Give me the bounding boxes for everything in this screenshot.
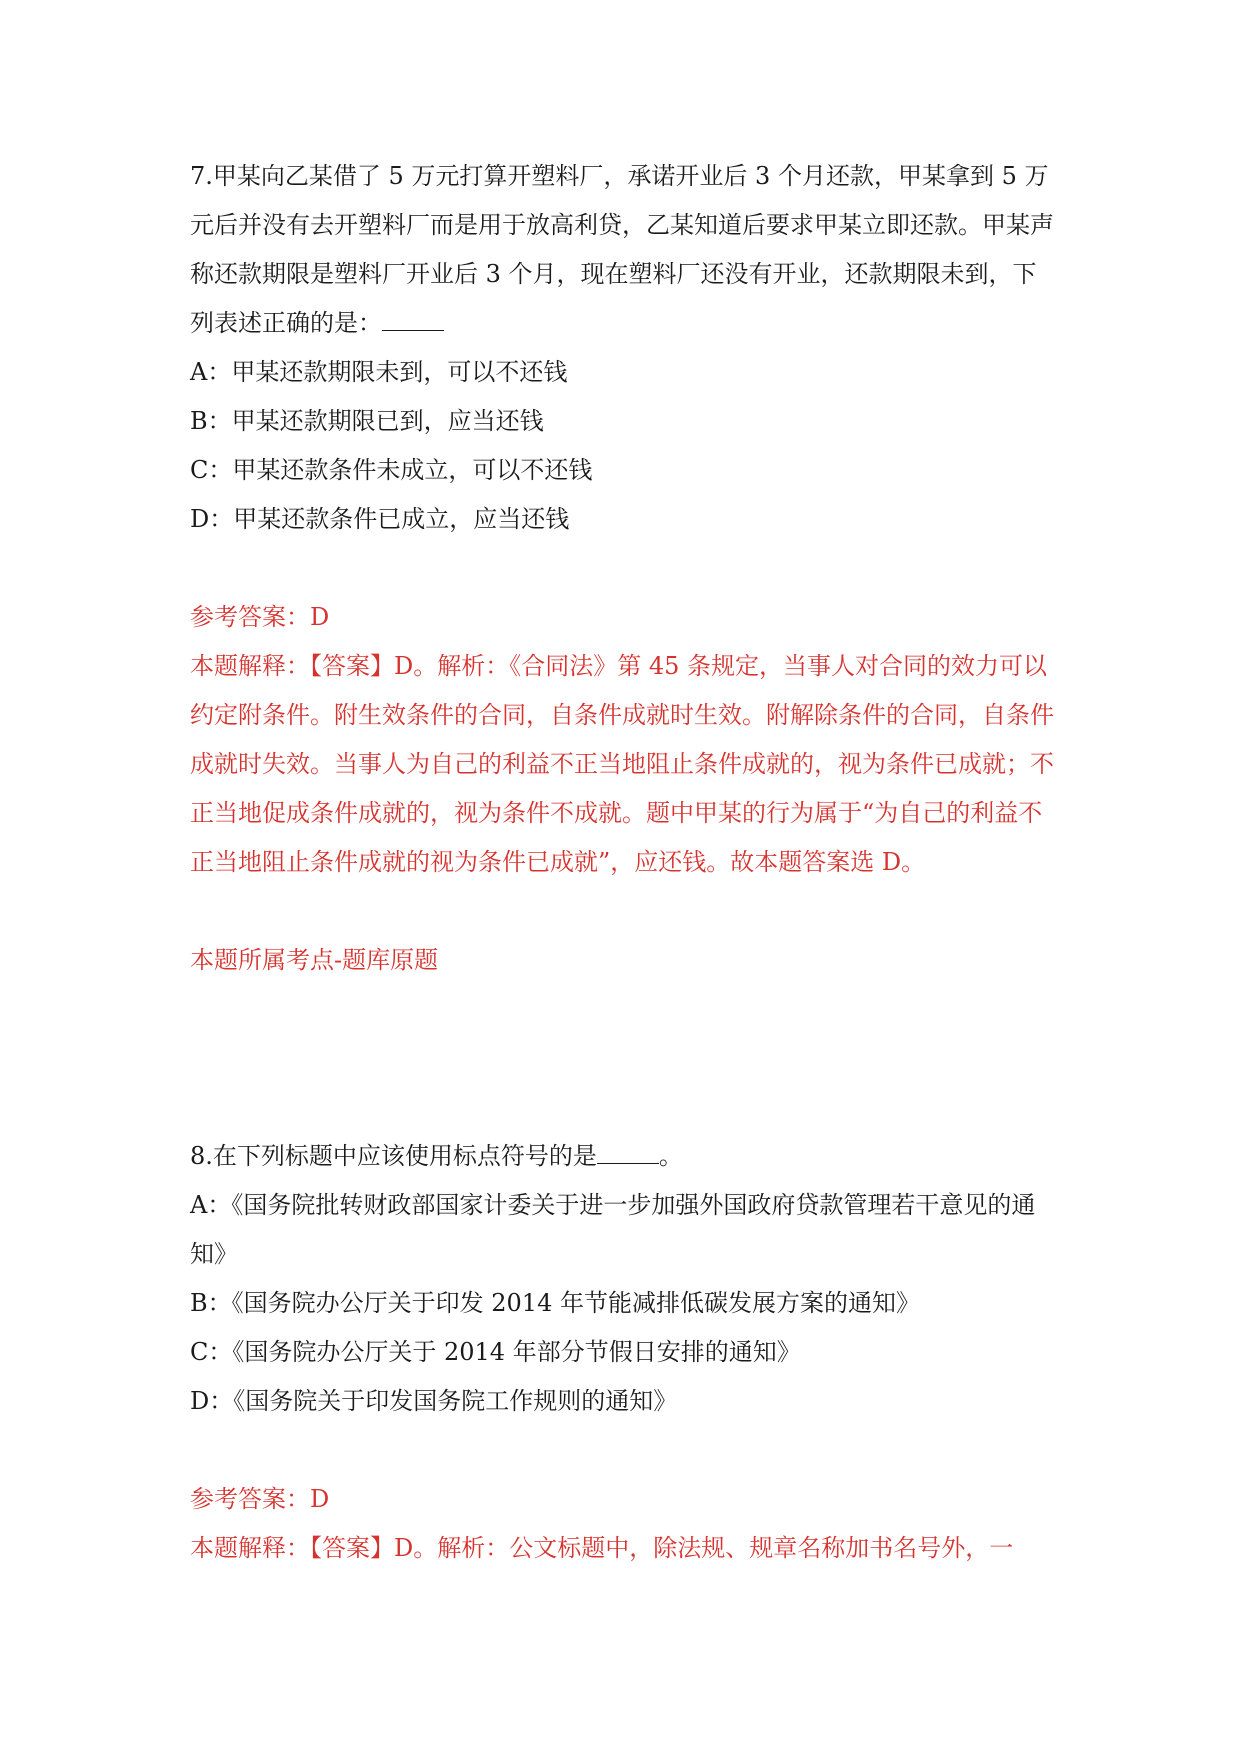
question-8-stem-text: 8.在下列标题中应该使用标点符号的是 [190,1142,597,1170]
question-7-option-c: C：甲某还款条件未成立，可以不还钱 [190,456,593,484]
question-7-explanation: 本题解释：【答案】D。解析：《合同法》第 45 条规定，当事人对合同的效力可以约定附条件。附生效条件的合同，自条件成就时生效。附解除条件的合同，自条件成就时失效。当事人为自己的利益不正当地阻止条件成就的，视为条件已成就；不正当地促成条件成就的，视为条件不成就。题中甲某的行为属于“为自己的利益不正当地阻止条件成就的视为条件已成就”，应还钱。故本题答案选 D。 [190,652,1054,876]
question-7-answer: 参考答案：D [190,603,330,631]
question-8-option-a: A：《国务院批转财政部国家计委关于进一步加强外国政府贷款管理若干意见的通知》 [190,1191,1036,1268]
question-8-stem [190,1132,1056,1181]
question-8-option-b: B：《国务院办公厅关于印发 2014 年节能减排低碳发展方案的通知》 [190,1289,920,1317]
question-7-option-b: B：甲某还款期限已到，应当还钱 [190,407,544,435]
question-8-stem-end: 。 [658,1142,683,1170]
exam-page [190,152,1056,1573]
question-7-stem-text: 7.甲某向乙某借了 5 万元打算开塑料厂，承诺开业后 3 个月还款，甲某拿到 5 万元后并没有去开塑料厂而是用于放高利贷，乙某知道后要求甲某立即还款。甲某声称还款期限是塑料厂开业后 3 个月，现在塑料厂还没有开业，还款期限未到，下列表述正确的是： [190,162,1054,337]
spacer [190,1426,1056,1475]
spacer [190,544,1056,593]
question-7-stem [190,152,1056,348]
answer-blank [382,306,444,331]
question-7-option-a: A：甲某还款期限未到，可以不还钱 [190,358,568,386]
question-7-option-d: D：甲某还款条件已成立，应当还钱 [190,505,570,533]
question-7-knowledge-point: 本题所属考点-题库原题 [190,946,439,974]
spacer [190,985,1056,1132]
spacer [190,887,1056,936]
question-8-answer: 参考答案：D [190,1485,330,1513]
question-8-explanation: 本题解释：【答案】D。解析：公文标题中，除法规、规章名称加书名号外，一 [190,1534,1014,1562]
question-8-option-d: D：《国务院关于印发国务院工作规则的通知》 [190,1387,678,1415]
answer-blank [597,1139,659,1164]
question-8-option-c: C：《国务院办公厅关于 2014 年部分节假日安排的通知》 [190,1338,801,1366]
